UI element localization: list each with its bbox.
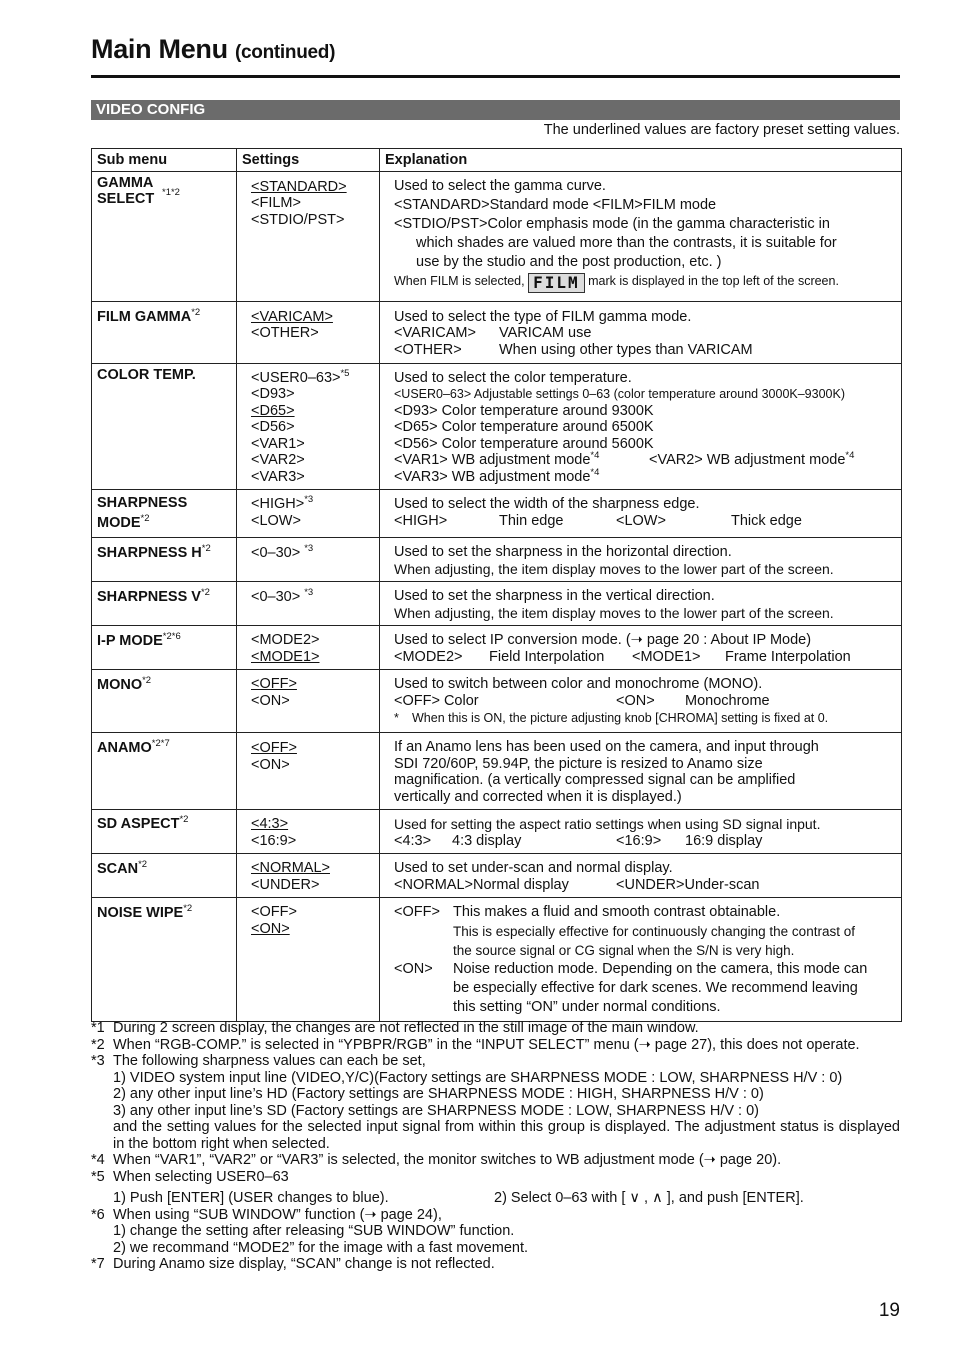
page-number: 19: [878, 1300, 900, 1321]
footnotes: *1 During 2 screen display, the changes are not reflected in the still image of the main window. *2 When “RGB-COMP.” is selected in “YPBPR/RGB” in the “INPUT SELECT” menu (➝ page 27), this does not operate. *3 The following sharpness values can each be set, 1) VIDEO system input line (VIDEO,Y/C)(Factory settings are SHARPNESS MODE : LOW, SHARPNESS H/V : 0) 2) any other input line’s HD (Factory settings are SHARPNESS MODE : HIGH, SHARPNESS H/V : 0) 3) any other input line’s SD (Factory settings are SHARPNESS MODE : LOW, SHARPNESS H/V : 0) and the setting values for the selected input signal from within this group is displayed. The adjustment status is displayed in the bottom right when selected. *4 When “VAR1”, “VAR2” or “VAR3” is selected, the monitor switches to WB adjustment mode (➝ page 20). *5 When selecting USER0–63 1) Push [ENTER] (USER changes to blue). 2) Select 0–63 with [ ∨ , ∧ ], and push [ENTER]. *6 When using “SUB WINDOW” function (➝ page 24), 1) change the setting after releasing “SUB WINDOW” function. 2) we recommand “MODE2” for the image with a fast movement. *7 During Anamo size display, “SCAN” change is not reflected.: [91, 1020, 900, 1272]
footnote: *5 When selecting USER0–63: [91, 1168, 289, 1185]
title-rule: [91, 75, 900, 78]
submenu-cell: FILM GAMMA$^{*2}$: [92, 301, 237, 363]
table-row: [92, 733, 902, 810]
table-row: [92, 538, 902, 582]
settings-cell: <STANDARD> <FILM> <STDIO/PST>: [237, 171, 380, 301]
table-row: [92, 898, 902, 1022]
table-header-row: [92, 149, 902, 172]
submenu-cell: GAMMA SELECT $^{*1*2}$: [92, 171, 237, 301]
settings-cell: <OFF> <ON>: [237, 670, 380, 733]
table-row: [92, 670, 902, 733]
submenu-cell: MONO$^{*2}$: [92, 670, 237, 733]
submenu-cell: COLOR TEMP.: [92, 363, 237, 490]
settings-cell: <OFF> <ON>: [237, 733, 380, 810]
page-title: Main Menu (continued): [91, 34, 336, 64]
footnote: *3 The following sharpness values can each be set,: [91, 1053, 426, 1069]
table-row: [92, 810, 902, 854]
explanation-cell: Used for setting the aspect ratio settings when using SD signal input. <4:3> 4:3 display <16:9> 16:9 display: [380, 810, 902, 854]
table-row: [92, 363, 902, 490]
footnote: *7 During Anamo size display, “SCAN” change is not reflected.: [91, 1256, 495, 1272]
submenu-cell: I-P $MODE^{*2*6}$: [92, 626, 237, 670]
col-header-explanation: Explanation: [380, 149, 902, 172]
settings-cell: <NORMAL> <UNDER>: [237, 854, 380, 898]
section-header: VIDEO CONFIG: [91, 100, 900, 120]
table-row: [92, 582, 902, 626]
table-row: [92, 490, 902, 538]
submenu-cell: SHARPNESS MODE$^{*2}$: [92, 490, 237, 538]
explanation-cell: Used to select the type of FILM gamma mode. <VARICAM> VARICAM use <OTHER> When using other types than VARICAM: [380, 301, 902, 363]
table-row: [92, 171, 902, 301]
submenu-cell: NOISE WIPE$^{*2}$: [92, 898, 237, 1022]
video-config-table: [91, 148, 902, 1022]
col-header-settings: Settings: [237, 149, 380, 172]
table-row: [92, 854, 902, 898]
explanation-cell: Used to select the gamma curve. <STANDARD>Standard mode <FILM>FILM mode <STDIO/PST>Color emphasis mode (in the gamma characteristic in which shades are valued more than the contrasts, it is suitable for use by the studio and the post production, etc. ) When FILM is selected, FILM mark is displayed in the top left of the screen.: [380, 171, 902, 301]
submenu-cell: SHARPNESS $H^{*2}$: [92, 538, 237, 582]
footnote: *1 During 2 screen display, the changes are not reflected in the still image of the main window.: [91, 1020, 699, 1036]
explanation-cell: Used to set the sharpness in the vertical direction. When adjusting, the item display moves to the lower part of the screen.: [380, 582, 902, 626]
explanation-cell: Used to switch between color and monochrome (MONO). <OFF> Color <ON> Monochrome * When this is ON, the picture adjusting knob [CHROMA] setting is fixed at 0.: [380, 670, 902, 733]
settings-cell: <VARICAM> <OTHER>: [237, 301, 380, 363]
settings-cell: <0–30> $^{*3}$: [237, 538, 380, 582]
factory-preset-note: The underlined values are factory preset setting values.: [543, 122, 900, 138]
table-row: [92, 626, 902, 670]
film-mark-icon: FILM: [528, 273, 585, 293]
explanation-cell: <OFF> This makes a fluid and smooth contrast obtainable. This is especially effective for continuously changing the contrast of the source signal or CG signal when the S/N is very high. <ON> Noise reduction mode. Depending on the camera, this mode can be especially effective for dark scenes. We recommend leaving this setting “ON” under normal conditions.: [380, 898, 902, 1022]
explanation-cell: Used to select the color temperature. <USER0–63> Adjustable settings 0–63 (color temperature around 3000K–9300K) <D93> Color temperature around 9300K <D65> Color temperature around 6500K <D56> Color temperature around 5600K <VAR1> WB adjustment mode$^{*4}$ <VAR2> WB adjustment mode$^{*4}$ <VAR3> WB adjustment mode$^{*4}$: [380, 363, 902, 490]
settings-cell: <0–30> $^{*3}$: [237, 582, 380, 626]
settings-cell: <4:3> <16:9>: [237, 810, 380, 854]
explanation-cell: If an Anamo lens has been used on the camera, and input through SDI 720/60P, 59.94P, the picture is resized to Anamo size magnification. (a vertically compressed signal can be amplified vertically and corrected when it is displayed.): [380, 733, 902, 810]
explanation-cell: Used to select IP conversion mode. (➝ page 20 : About IP Mode) <MODE2> Field Interpolation <MODE1> Frame Interpolation: [380, 626, 902, 670]
submenu-cell: SHARPNESS $V^{*2}$: [92, 582, 237, 626]
explanation-cell: Used to select the width of the sharpness edge. <HIGH> Thin edge <LOW> Thick edge: [380, 490, 902, 538]
footnote: *4 When “VAR1”, “VAR2” or “VAR3” is selected, the monitor switches to WB adjustment mode (➝ page 20).: [91, 1152, 782, 1168]
col-header-submenu: Sub menu: [92, 149, 237, 172]
submenu-cell: SD ASPECT$^{*2}$: [92, 810, 237, 854]
footnote: *6 When using “SUB WINDOW” function (➝ page 24),: [91, 1206, 442, 1223]
table-row: [92, 301, 902, 363]
explanation-cell: Used to set the sharpness in the horizontal direction. When adjusting, the item display moves to the lower part of the screen.: [380, 538, 902, 582]
settings-cell: <HIGH>$^{*3}$ <LOW>: [237, 490, 380, 538]
submenu-cell: $ANAMO^{*2*7}$: [92, 733, 237, 810]
settings-cell: <OFF> <ON>: [237, 898, 380, 1022]
explanation-cell: Used to set under-scan and normal display. <NORMAL>Normal display <UNDER>Under-scan: [380, 854, 902, 898]
title-continued: (continued): [235, 42, 336, 63]
settings-cell: <USER0–63>$^{*5}$ <D93> <D65> <D56> <VAR1> <VAR2> <VAR3>: [237, 363, 380, 490]
footnote: *2 When “RGB-COMP.” is selected in “YPBPR/RGB” in the “INPUT SELECT” menu (➝ page 27), this does not operate.: [91, 1036, 860, 1053]
submenu-cell: SCAN$^{*2}$: [92, 854, 237, 898]
settings-cell: <MODE2> <MODE1>: [237, 626, 380, 670]
